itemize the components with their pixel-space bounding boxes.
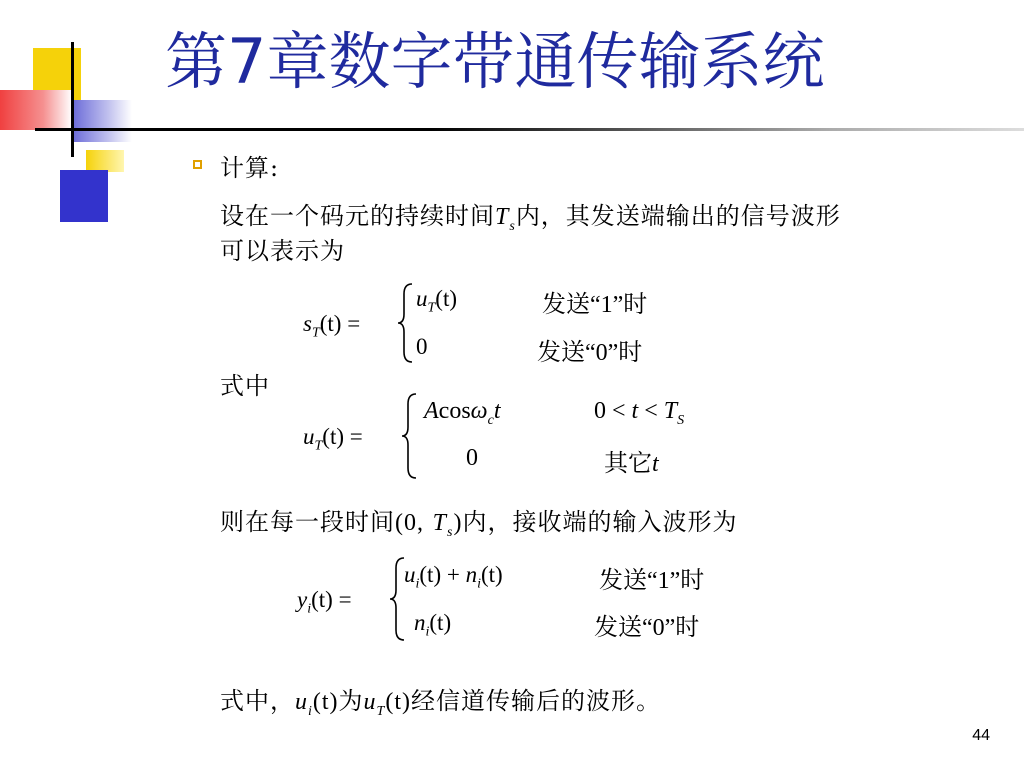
eq3-row1-expr	[404, 562, 503, 593]
eq3-row2-n: n	[414, 610, 426, 635]
final-u: u	[295, 689, 308, 715]
eq2-brace	[400, 392, 420, 480]
eq1-row1-cond: 发送“1”时	[542, 292, 648, 318]
eq2-cond-t: t	[631, 398, 639, 424]
deco-yellow-small	[86, 150, 124, 172]
eq2-row1-cond	[594, 398, 684, 429]
eq3-row2-end: (t)	[429, 610, 452, 635]
deco-vertical-line	[71, 42, 74, 157]
eq3-lhs-rest: (t) =	[311, 587, 352, 612]
final-u2-sub: T	[376, 703, 386, 719]
eq1-brace	[396, 282, 416, 364]
paragraph-1-sub: s	[509, 218, 516, 234]
eq3-row1-cond: 发送“1”时	[599, 568, 705, 594]
paragraph-3-text-b: 内，接收端的输入波形为	[462, 508, 738, 536]
paragraph-3-interval-T: T	[432, 510, 447, 536]
eq3-n: n	[465, 562, 478, 587]
paragraph-3-interval-a: (0,	[395, 510, 424, 536]
eq2-row1-expr	[424, 398, 501, 429]
page-title: 第7章数字带通传输系统	[165, 25, 825, 98]
eq1-row2-val: 0	[416, 334, 428, 359]
eq1-row1-expr	[416, 286, 457, 317]
final-text-b: 经信道传输后的波形。	[411, 687, 661, 715]
final-t2: (t)	[385, 689, 411, 715]
eq1-row1-sub: T	[427, 300, 436, 316]
eq2-row2-val: 0	[466, 445, 478, 471]
eq2-omega: ω	[470, 398, 488, 424]
paragraph-1	[220, 196, 841, 235]
eq1-row2-cond: 发送“0”时	[537, 340, 643, 366]
title-underline	[35, 128, 1024, 131]
eq3-lhs	[297, 587, 352, 618]
eq2-amplitude: A	[424, 398, 439, 424]
eq3-row2-n-sub: i	[425, 624, 430, 640]
eq3-row2-expr	[414, 610, 451, 641]
eq2-row2-cond	[604, 443, 659, 478]
eq2-cond-T: T	[663, 398, 678, 424]
final-t1: (t)	[312, 689, 339, 715]
eq2-lhs-sub: T	[314, 438, 323, 454]
eq3-end: (t)	[480, 562, 503, 587]
page-number: 44	[972, 727, 990, 744]
paragraph-1-var: T	[495, 204, 510, 230]
eq2-t: t	[493, 398, 501, 424]
paragraph-3	[220, 502, 737, 541]
eq3-u-sub: i	[415, 576, 420, 592]
eq2-row2-cond-text: 其它	[604, 451, 652, 477]
eq2-cond-a: 0 <	[594, 398, 626, 424]
eq2-lhs	[303, 424, 363, 455]
bullet-heading: 计算:	[220, 154, 280, 182]
final-line	[220, 681, 661, 720]
eq1-row1-rest: (t)	[435, 286, 458, 311]
deco-blue-block	[60, 170, 108, 222]
paragraph-1-text-a: 设在一个码元的持续时间	[220, 202, 495, 230]
eq2-omega-sub: c	[487, 412, 494, 428]
eq1-lhs-var: s	[303, 311, 312, 336]
eq2-cond-b: <	[644, 398, 658, 424]
eq2-cos: cos	[438, 398, 471, 424]
eq3-n-sub: i	[477, 576, 481, 592]
bullet-square-icon	[193, 160, 202, 169]
eq3-row2-cond: 发送“0”时	[594, 615, 700, 641]
paragraph-3-interval-b: )	[453, 510, 463, 536]
final-u-sub: i	[308, 703, 313, 719]
eq1-lhs-rest: (t) =	[319, 311, 361, 336]
eq3-u: u	[404, 562, 416, 587]
eq2-row2-cond-t: t	[652, 451, 659, 477]
deco-blue-gradient	[72, 100, 132, 142]
paragraph-2: 可以表示为	[220, 237, 345, 265]
eq2-lhs-rest: (t) =	[322, 424, 363, 449]
eq3-lhs-var: y	[297, 587, 308, 612]
final-mid: 为	[338, 687, 364, 715]
paragraph-1-text-b: 内，其发送端输出的信号波形	[515, 202, 841, 230]
eq2-lhs-var: u	[303, 424, 315, 449]
final-text-a: 式中，	[220, 687, 295, 715]
paragraph-3-interval-sub: s	[447, 524, 454, 540]
eq3-lhs-sub: i	[307, 601, 312, 617]
eq3-mid: (t) +	[419, 562, 460, 587]
deco-red-gradient	[0, 90, 72, 130]
paragraph-3-text-a: 则在每一段时间	[220, 508, 395, 536]
final-u2: u	[363, 689, 377, 715]
eq1-lhs	[303, 311, 360, 342]
eq1-row1-var: u	[416, 286, 428, 311]
eq2-cond-sub: S	[677, 412, 685, 428]
eq1-lhs-sub: T	[311, 325, 320, 341]
where-label-1: 式中	[220, 372, 270, 400]
